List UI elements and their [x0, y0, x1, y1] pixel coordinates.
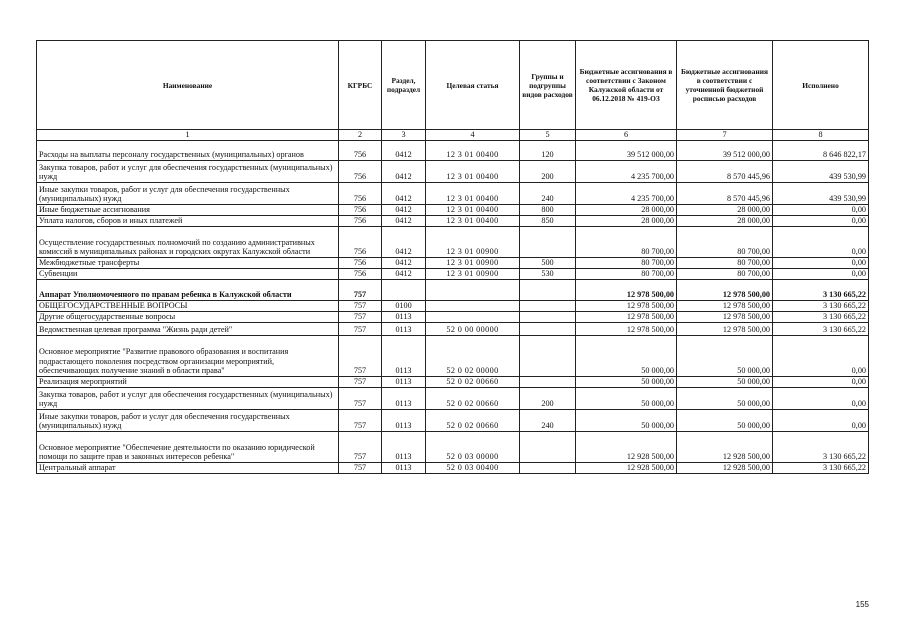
column-number-row	[37, 130, 869, 141]
row-budget-refined: 50 000,00	[677, 388, 773, 410]
row-budget-law: 4 235 700,00	[576, 161, 677, 183]
column-number: 4	[426, 130, 520, 141]
row-kgrbs: 757	[339, 377, 382, 388]
row-budget-refined: 80 700,00	[677, 258, 773, 269]
header-target: Целевая статья	[426, 41, 520, 130]
row-section: 0412	[382, 161, 426, 183]
row-budget-refined: 50 000,00	[677, 377, 773, 388]
row-group: 240	[520, 183, 576, 205]
row-group: 240	[520, 410, 576, 432]
column-number: 3	[382, 130, 426, 141]
header-executed: Исполнено	[773, 41, 869, 130]
row-kgrbs: 756	[339, 216, 382, 227]
row-budget-refined: 8 570 445,96	[677, 183, 773, 205]
row-group	[520, 301, 576, 312]
row-budget-law: 50 000,00	[576, 336, 677, 377]
row-kgrbs: 756	[339, 269, 382, 280]
table-row	[37, 336, 869, 377]
column-number: 2	[339, 130, 382, 141]
row-name: Ведомственная целевая программа "Жизнь ради детей"	[37, 323, 339, 336]
table-row	[37, 377, 869, 388]
row-target: 12 3 01 00400	[426, 183, 520, 205]
column-number: 1	[37, 130, 339, 141]
row-budget-refined: 12 978 500,00	[677, 301, 773, 312]
row-section: 0113	[382, 463, 426, 474]
table-row	[37, 183, 869, 205]
row-name: Центральный аппарат	[37, 463, 339, 474]
row-section: 0412	[382, 258, 426, 269]
column-number: 7	[677, 130, 773, 141]
table-body	[37, 141, 869, 474]
row-executed: 0,00	[773, 258, 869, 269]
row-kgrbs: 757	[339, 432, 382, 463]
column-number: 8	[773, 130, 869, 141]
row-section: 0113	[382, 336, 426, 377]
row-budget-law: 12 928 500,00	[576, 432, 677, 463]
row-target: 12 3 01 00900	[426, 269, 520, 280]
row-executed: 0,00	[773, 269, 869, 280]
row-section: 0412	[382, 183, 426, 205]
row-target	[426, 301, 520, 312]
table-row	[37, 141, 869, 161]
row-group	[520, 323, 576, 336]
row-name: Осуществление государственных полномочий по созданию административных комиссий в муниципальных районах и городских округах Калужской области	[37, 227, 339, 258]
row-budget-refined: 12 978 500,00	[677, 323, 773, 336]
row-section: 0412	[382, 269, 426, 280]
row-budget-law: 80 700,00	[576, 269, 677, 280]
row-section	[382, 280, 426, 301]
table-row	[37, 205, 869, 216]
row-section: 0113	[382, 388, 426, 410]
table-row	[37, 269, 869, 280]
row-name: Другие общегосударственные вопросы	[37, 312, 339, 323]
row-executed: 0,00	[773, 388, 869, 410]
row-group: 200	[520, 161, 576, 183]
row-budget-refined: 28 000,00	[677, 216, 773, 227]
row-name: Субвенции	[37, 269, 339, 280]
row-section: 0113	[382, 410, 426, 432]
row-kgrbs: 757	[339, 301, 382, 312]
row-name: Межбюджетные трансферты	[37, 258, 339, 269]
row-group	[520, 463, 576, 474]
row-executed: 0,00	[773, 216, 869, 227]
row-group	[520, 227, 576, 258]
row-target: 52 0 03 00000	[426, 432, 520, 463]
row-target	[426, 280, 520, 301]
row-budget-law: 12 978 500,00	[576, 323, 677, 336]
table-row	[37, 323, 869, 336]
table-row	[37, 432, 869, 463]
table-row	[37, 410, 869, 432]
row-target: 12 3 01 00400	[426, 141, 520, 161]
row-budget-law: 4 235 700,00	[576, 183, 677, 205]
row-group: 530	[520, 269, 576, 280]
row-group	[520, 336, 576, 377]
header-groups: Группы и подгруппы видов расходов	[520, 41, 576, 130]
row-executed: 3 130 665,22	[773, 301, 869, 312]
row-executed: 0,00	[773, 410, 869, 432]
row-group: 120	[520, 141, 576, 161]
table-row	[37, 301, 869, 312]
row-section: 0113	[382, 323, 426, 336]
row-executed: 3 130 665,22	[773, 323, 869, 336]
row-executed: 0,00	[773, 377, 869, 388]
row-group	[520, 377, 576, 388]
row-name: Расходы на выплаты персоналу государственных (муниципальных) органов	[37, 141, 339, 161]
row-kgrbs: 756	[339, 141, 382, 161]
row-budget-refined: 50 000,00	[677, 410, 773, 432]
row-executed: 439 530,99	[773, 183, 869, 205]
header-row	[37, 41, 869, 130]
row-executed: 3 130 665,22	[773, 432, 869, 463]
row-target: 12 3 01 00400	[426, 216, 520, 227]
row-group: 800	[520, 205, 576, 216]
row-executed: 3 130 665,22	[773, 280, 869, 301]
table-row	[37, 388, 869, 410]
row-name: Иные закупки товаров, работ и услуг для обеспечения государственных (муниципальных) нужд	[37, 410, 339, 432]
row-budget-refined: 39 512 000,00	[677, 141, 773, 161]
row-kgrbs: 757	[339, 336, 382, 377]
row-name: Аппарат Уполномоченного по правам ребенка в Калужской области	[37, 280, 339, 301]
row-target: 52 0 02 00660	[426, 377, 520, 388]
row-section: 0412	[382, 141, 426, 161]
row-name: Иные бюджетные ассигнования	[37, 205, 339, 216]
row-group	[520, 280, 576, 301]
row-section: 0412	[382, 227, 426, 258]
row-group: 200	[520, 388, 576, 410]
row-kgrbs: 757	[339, 312, 382, 323]
row-budget-law: 50 000,00	[576, 410, 677, 432]
row-kgrbs: 756	[339, 161, 382, 183]
row-budget-law: 50 000,00	[576, 377, 677, 388]
row-budget-refined: 12 928 500,00	[677, 463, 773, 474]
budget-table	[36, 40, 869, 474]
row-executed: 0,00	[773, 336, 869, 377]
row-name: Уплата налогов, сборов и иных платежей	[37, 216, 339, 227]
row-group	[520, 312, 576, 323]
row-target	[426, 312, 520, 323]
row-section: 0412	[382, 205, 426, 216]
row-budget-law: 80 700,00	[576, 258, 677, 269]
table-row	[37, 227, 869, 258]
row-kgrbs: 757	[339, 280, 382, 301]
row-budget-refined: 28 000,00	[677, 205, 773, 216]
row-budget-refined: 80 700,00	[677, 227, 773, 258]
row-kgrbs: 756	[339, 183, 382, 205]
row-target: 52 0 02 00000	[426, 336, 520, 377]
row-target: 52 0 03 00400	[426, 463, 520, 474]
row-executed: 3 130 665,22	[773, 312, 869, 323]
table-row	[37, 312, 869, 323]
table-row	[37, 280, 869, 301]
column-number: 5	[520, 130, 576, 141]
row-budget-refined: 12 978 500,00	[677, 312, 773, 323]
row-name: Реализация мероприятий	[37, 377, 339, 388]
row-name: Иные закупки товаров, работ и услуг для обеспечения государственных (муниципальных) нужд	[37, 183, 339, 205]
row-group: 850	[520, 216, 576, 227]
row-target: 52 0 02 00660	[426, 388, 520, 410]
row-target: 12 3 01 00400	[426, 205, 520, 216]
row-kgrbs: 757	[339, 388, 382, 410]
table-row	[37, 216, 869, 227]
row-budget-law: 50 000,00	[576, 388, 677, 410]
row-name: Основное мероприятие "Развитие правового образования и воспитания подрастающего поколения посредством организации мероприятий, обеспечивающих получение знаний в области права"	[37, 336, 339, 377]
row-budget-law: 12 978 500,00	[576, 312, 677, 323]
row-section: 0113	[382, 377, 426, 388]
row-budget-law: 28 000,00	[576, 216, 677, 227]
row-budget-law: 12 978 500,00	[576, 301, 677, 312]
row-section: 0100	[382, 301, 426, 312]
row-budget-refined: 12 928 500,00	[677, 432, 773, 463]
header-kgrbs: КГРБС	[339, 41, 382, 130]
row-group	[520, 432, 576, 463]
page-number: 155	[855, 600, 869, 609]
row-target: 12 3 01 00900	[426, 227, 520, 258]
row-name: ОБЩЕГОСУДАРСТВЕННЫЕ ВОПРОСЫ	[37, 301, 339, 312]
row-name: Закупка товаров, работ и услуг для обеспечения государственных (муниципальных) нужд	[37, 161, 339, 183]
row-budget-law: 28 000,00	[576, 205, 677, 216]
row-executed: 3 130 665,22	[773, 463, 869, 474]
row-budget-law: 80 700,00	[576, 227, 677, 258]
row-section: 0113	[382, 312, 426, 323]
header-budget-law: Бюджетные ассигнования в соответствии с Законом Калужской области от 06.12.2018 № 419-ОЗ	[576, 41, 677, 130]
row-kgrbs: 757	[339, 323, 382, 336]
row-name: Основное мероприятие "Обеспечение деятельности по оказанию юридической помощи по защите прав и законных интересов ребенка"	[37, 432, 339, 463]
row-executed: 0,00	[773, 205, 869, 216]
column-number: 6	[576, 130, 677, 141]
row-section: 0113	[382, 432, 426, 463]
table-row	[37, 258, 869, 269]
row-budget-refined: 8 570 445,96	[677, 161, 773, 183]
row-budget-refined: 12 978 500,00	[677, 280, 773, 301]
row-executed: 0,00	[773, 227, 869, 258]
header-name: Наименование	[37, 41, 339, 130]
table-row	[37, 161, 869, 183]
row-budget-law: 12 928 500,00	[576, 463, 677, 474]
row-section: 0412	[382, 216, 426, 227]
row-kgrbs: 756	[339, 205, 382, 216]
row-budget-law: 12 978 500,00	[576, 280, 677, 301]
row-target: 52 0 00 00000	[426, 323, 520, 336]
row-kgrbs: 757	[339, 410, 382, 432]
row-name: Закупка товаров, работ и услуг для обеспечения государственных (муниципальных) нужд	[37, 388, 339, 410]
row-budget-law: 39 512 000,00	[576, 141, 677, 161]
header-budget-refined: Бюджетные ассигнования в соответствии с уточненной бюджетной росписью расходов	[677, 41, 773, 130]
row-kgrbs: 757	[339, 463, 382, 474]
row-executed: 439 530,99	[773, 161, 869, 183]
row-budget-refined: 80 700,00	[677, 269, 773, 280]
row-target: 52 0 02 00660	[426, 410, 520, 432]
row-executed: 8 646 822,17	[773, 141, 869, 161]
table-row	[37, 463, 869, 474]
row-target: 12 3 01 00900	[426, 258, 520, 269]
row-kgrbs: 756	[339, 227, 382, 258]
row-kgrbs: 756	[339, 258, 382, 269]
header-section: Раздел, подраздел	[382, 41, 426, 130]
row-target: 12 3 01 00400	[426, 161, 520, 183]
row-budget-refined: 50 000,00	[677, 336, 773, 377]
row-group: 500	[520, 258, 576, 269]
